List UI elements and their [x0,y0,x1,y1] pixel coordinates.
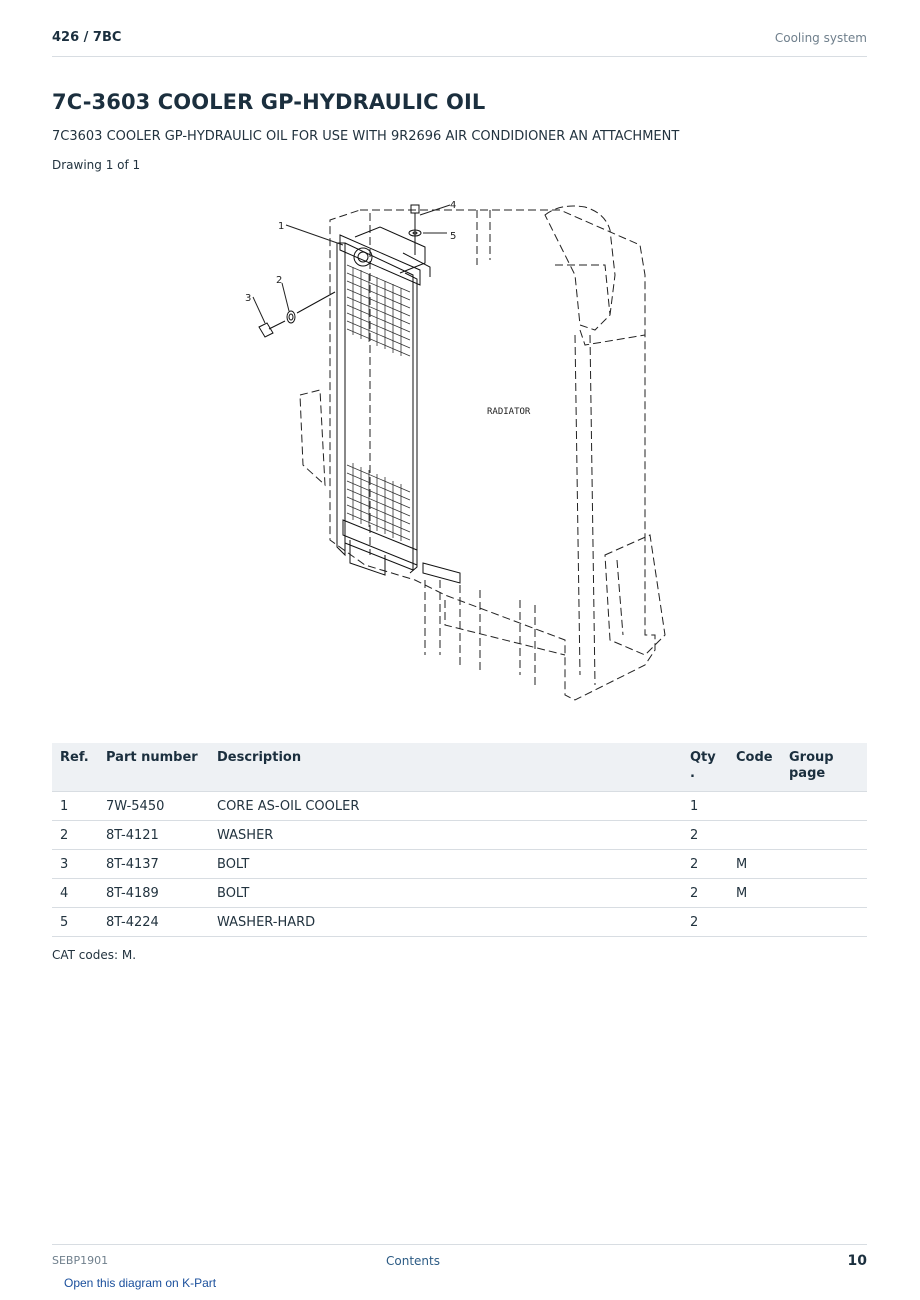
cell-code [728,792,781,821]
cell-ref: 4 [52,879,98,908]
document-id: SEBP1901 [52,1254,109,1267]
page-subtitle: 7C3603 COOLER GP-HYDRAULIC OIL FOR USE WITH 9R2696 AIR CONDIDIONER AN ATTACHMENT [52,129,680,144]
page-title: 7C-3603 COOLER GP-HYDRAULIC OIL [52,90,486,114]
cell-part-number: 8T-4224 [98,908,209,937]
cell-part-number: 8T-4189 [98,879,209,908]
table-row [52,879,867,908]
cell-code [728,908,781,937]
callout-4: 4 [450,200,457,211]
cell-description: CORE AS-OIL COOLER [209,792,682,821]
table-row [52,792,867,821]
core-fins-top [347,265,410,356]
table-row [52,908,867,937]
contents-link[interactable]: Contents [386,1254,440,1268]
breadcrumb: 426 / 7BC [52,30,122,45]
cell-group-page [781,850,867,879]
core-fins-bottom [347,463,410,541]
table-row [52,850,867,879]
parts-diagram [245,195,685,710]
oil-cooler-core [337,227,460,583]
col-part-number: Part number [98,743,209,792]
cell-ref: 1 [52,792,98,821]
cell-group-page [781,908,867,937]
callout-2: 2 [276,275,283,286]
cat-codes-note: CAT codes: M. [52,948,137,962]
cell-part-number: 8T-4121 [98,821,209,850]
cell-description: WASHER [209,821,682,850]
cell-code: M [728,879,781,908]
cell-group-page [781,879,867,908]
radiator-outline [300,206,665,700]
section-name: Cooling system [774,31,867,45]
cell-ref: 3 [52,850,98,879]
callout-5: 5 [450,231,457,242]
callout-3: 3 [245,293,252,304]
table-row [52,821,867,850]
cell-description: WASHER-HARD [209,908,682,937]
bolt-4 [409,205,421,255]
page-number: 10 [847,1253,867,1269]
cell-code [728,821,781,850]
col-qty: Qty . [682,743,728,792]
cell-ref: 5 [52,908,98,937]
cell-qty: 2 [682,908,728,937]
table-header-row [52,743,867,792]
col-group-page: Group page [781,743,867,792]
bolt-3 [259,292,335,337]
cell-qty: 2 [682,821,728,850]
parts-table [52,743,867,937]
open-kpart-link[interactable]: Open this diagram on K-Part [64,1276,217,1290]
radiator-label: RADIATOR [487,407,531,417]
cell-group-page [781,792,867,821]
page-header [52,28,867,57]
col-ref: Ref. [52,743,98,792]
cell-qty: 2 [682,879,728,908]
cell-part-number: 8T-4137 [98,850,209,879]
cell-group-page [781,821,867,850]
cell-code: M [728,850,781,879]
cell-qty: 2 [682,850,728,879]
cell-part-number: 7W-5450 [98,792,209,821]
page-footer [52,1244,867,1275]
cell-qty: 1 [682,792,728,821]
cell-description: BOLT [209,879,682,908]
drawing-count: Drawing 1 of 1 [52,158,141,172]
cell-description: BOLT [209,850,682,879]
callout-1: 1 [278,221,285,232]
col-description: Description [209,743,682,792]
cell-ref: 2 [52,821,98,850]
col-code: Code [728,743,781,792]
